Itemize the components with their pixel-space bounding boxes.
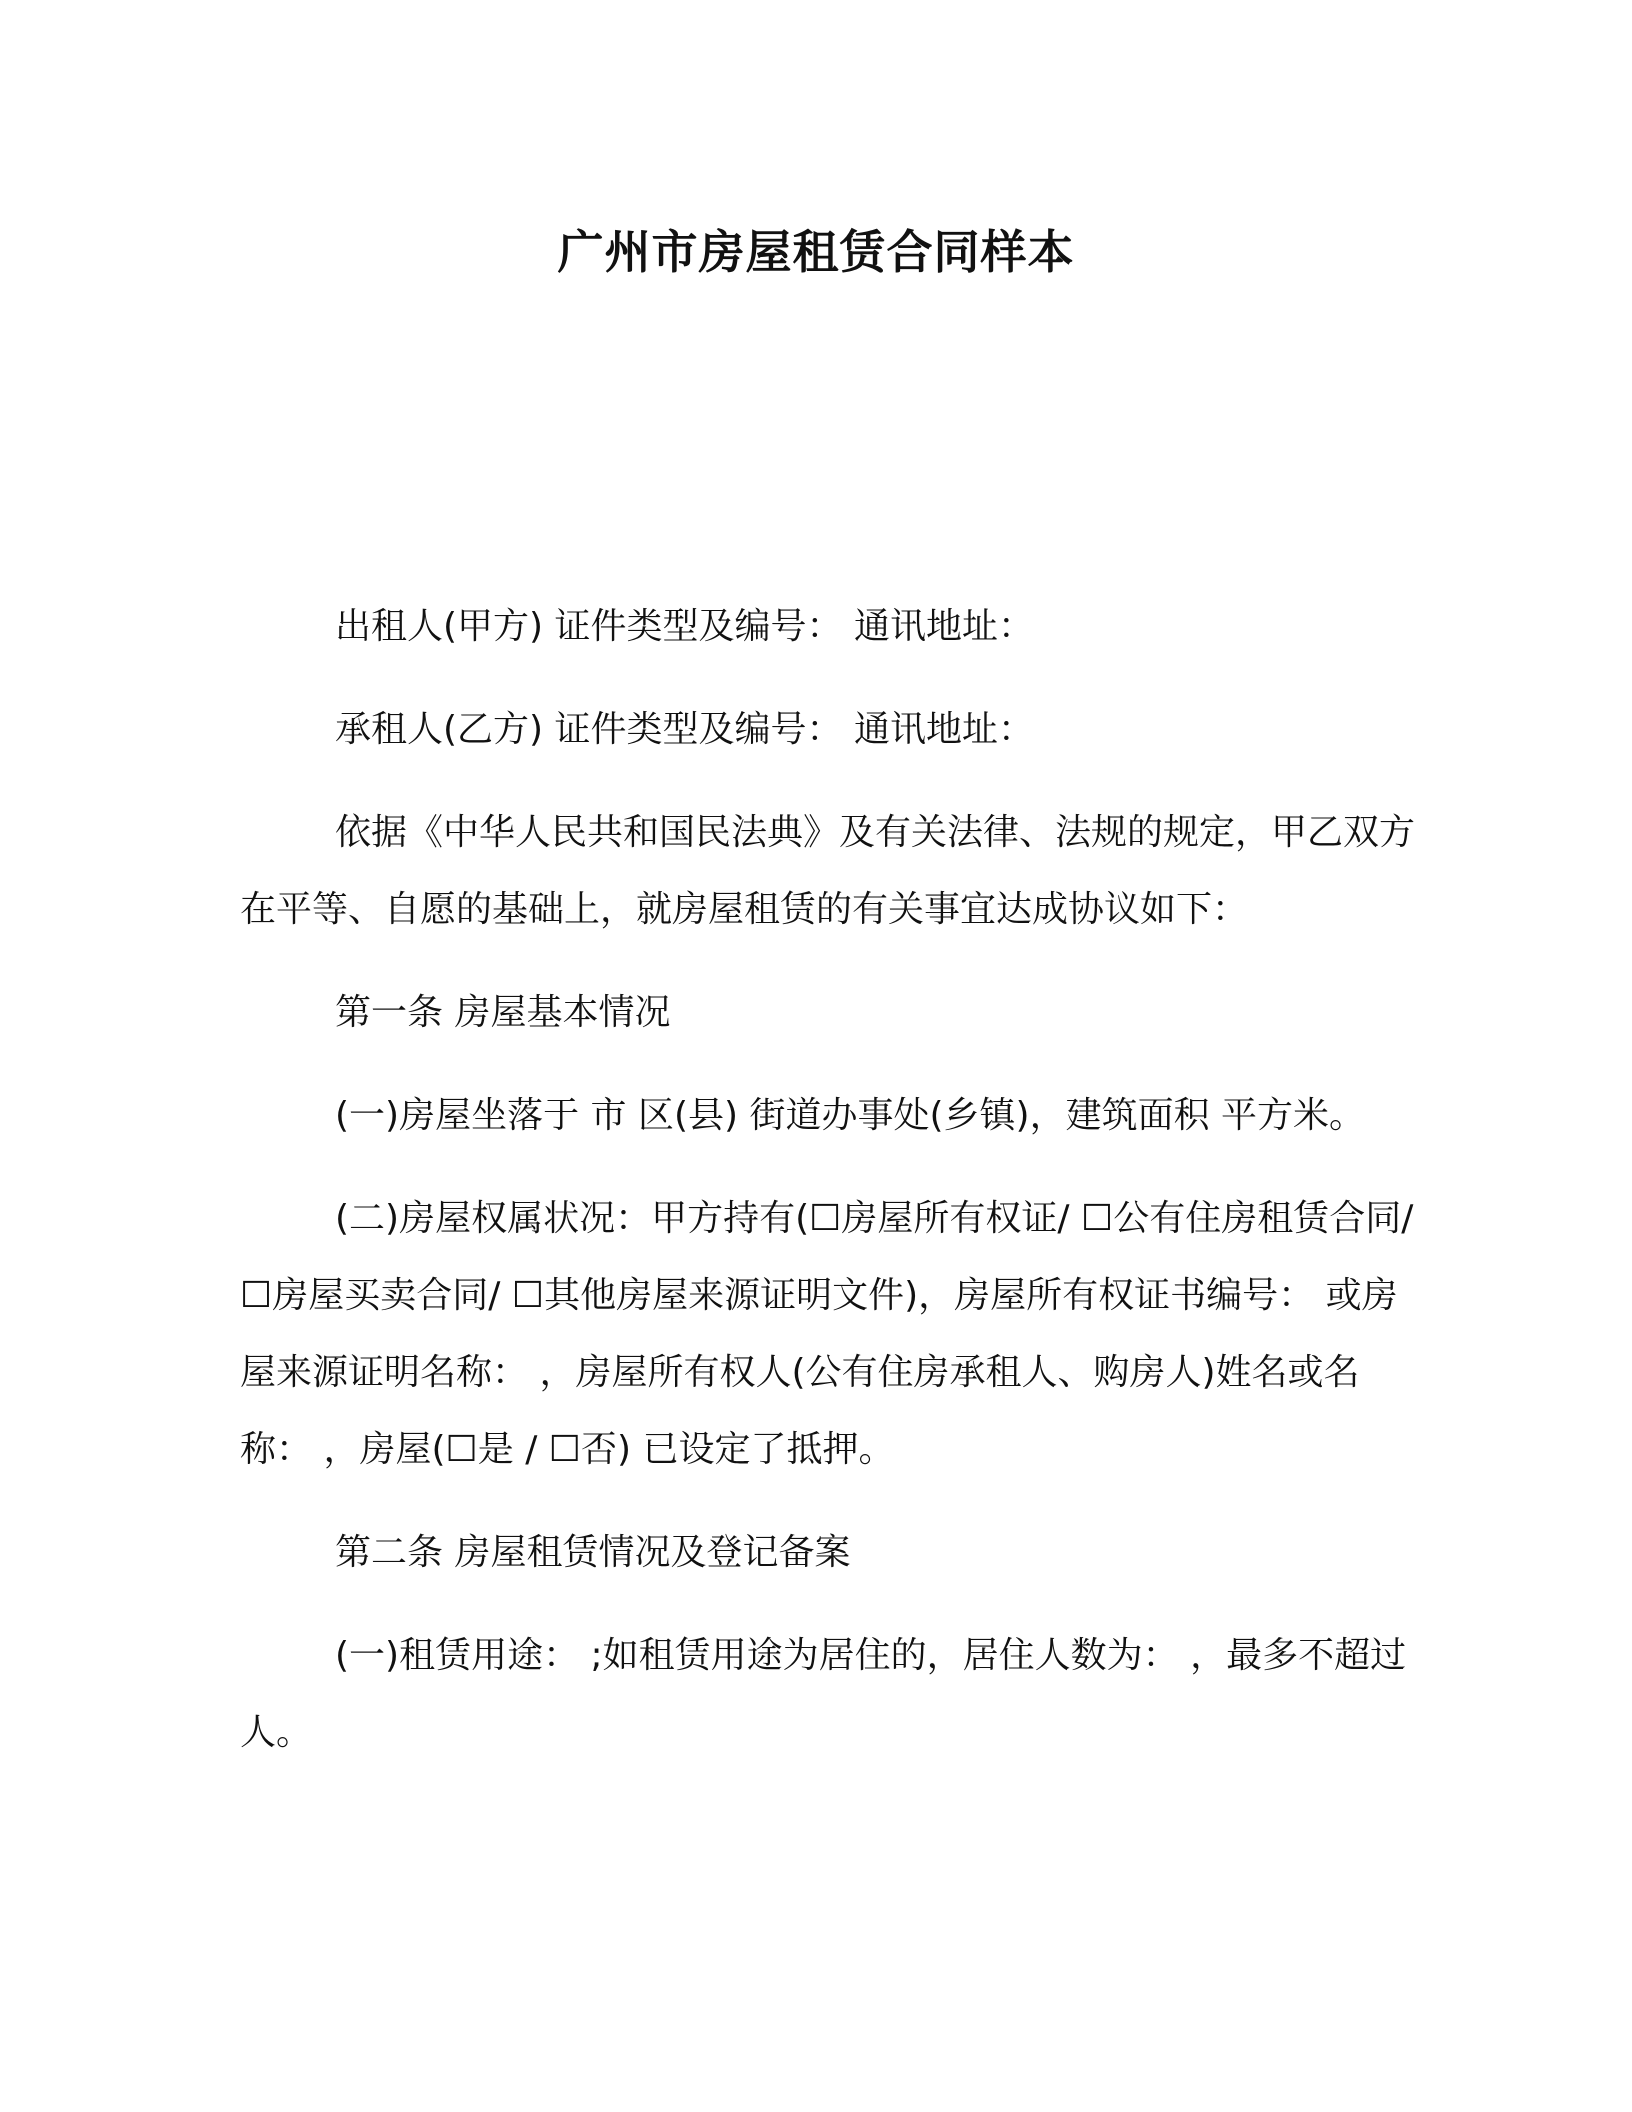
article-1-clause-2: (二)房屋权属状况：甲方持有(☐房屋所有权证/ ☐公有住房租赁合同/ ☐房屋买卖合同/ ☐其他房屋来源证明文件)，房屋所有权证书编号： 或房屋来源证明名称： ，房屋所有权人(公有住房承租人、购房人)姓名或名称： ，房屋(☐是 / ☐否) 已设定了抵押。: [240, 1198, 1414, 1470]
document-body: [240, 588, 1420, 1797]
article-2-clause-1: (一)租赁用途： ;如租赁用途为居住的，居住人数为： ，最多不超过 人。: [240, 1635, 1407, 1753]
document-title: 广州市房屋租赁合同样本: [557, 225, 1075, 279]
article-1-clause-1: (一)房屋坐落于 市 区(县) 街道办事处(乡镇)，建筑面积 平方米。: [335, 1095, 1366, 1136]
preamble-paragraph: 依据《中华人民共和国民法典》及有关法律、法规的规定，甲乙双方在平等、自愿的基础上，就房屋租赁的有关事宜达成协议如下：: [240, 812, 1416, 930]
lessor-info-line: 出租人(甲方) 证件类型及编号： 通讯地址：: [335, 606, 1034, 647]
article-2-heading: 第二条 房屋租赁情况及登记备案: [335, 1532, 851, 1573]
lessee-info-line: 承租人(乙方) 证件类型及编号： 通讯地址：: [335, 709, 1034, 750]
article-1-heading: 第一条 房屋基本情况: [335, 992, 671, 1033]
